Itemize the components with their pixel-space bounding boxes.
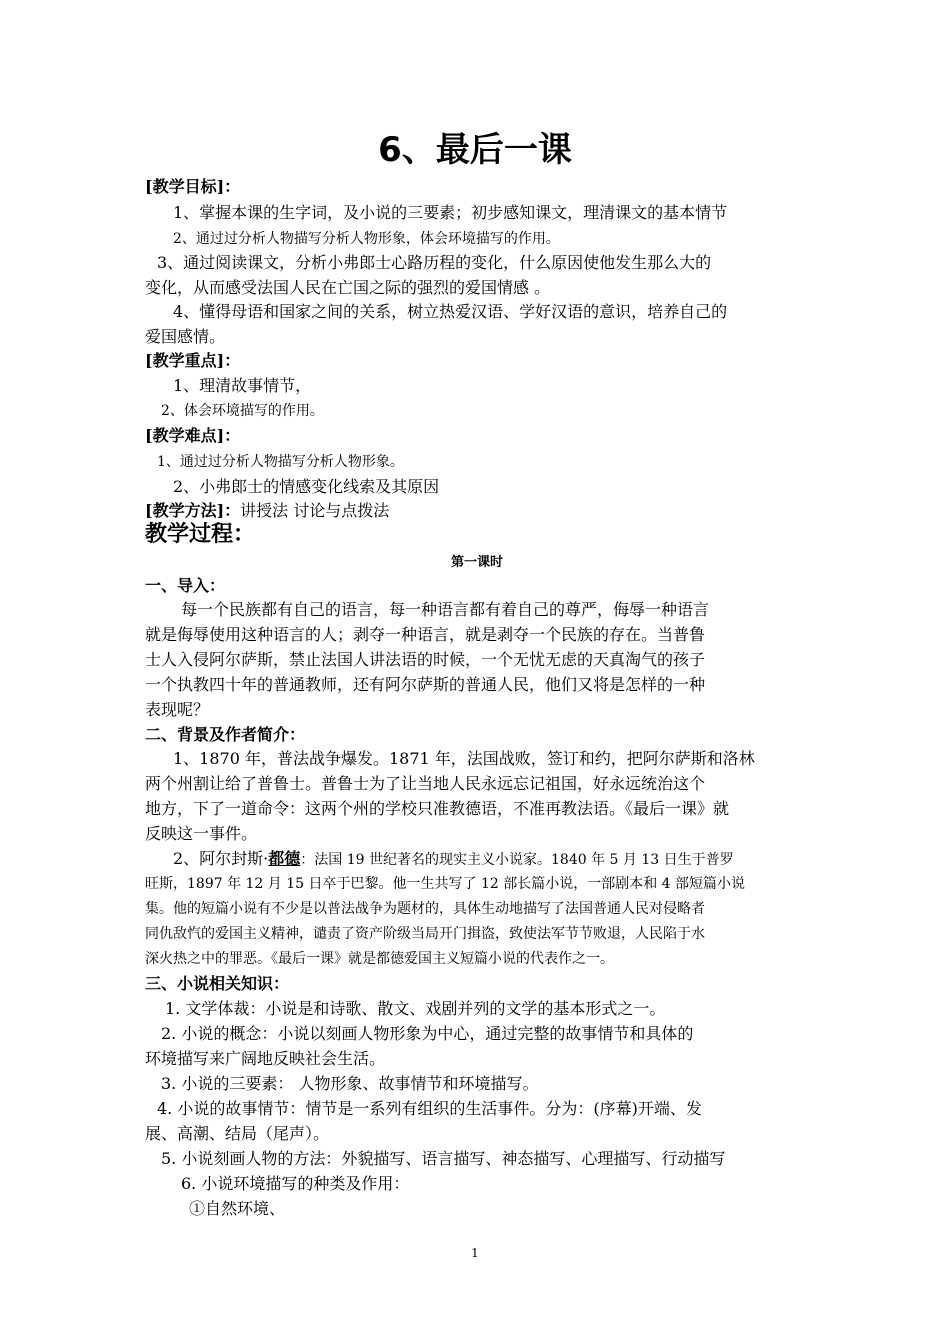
section-3-item-2-line1: 2. 小说的概念：小说以刻画人物形象为中心，通过完整的故事情节和具体的 xyxy=(161,1024,694,1043)
section-3-item-6-a: ①自然环境、 xyxy=(189,1199,286,1218)
section-1-para-line3: 士人入侵阿尔萨斯，禁止法国人讲法语的时候，一个无忧无虑的天真淘气的孩子 xyxy=(145,650,706,669)
goal-3-line2: 变化，从而感受法国人民在亡国之际的强烈的爱国情感 。 xyxy=(145,278,551,297)
section-2-a-line1: 1、1870 年，普法战争爆发。1871 年，法国战败，签订和约，把阿尔萨斯和洛林 xyxy=(173,749,755,768)
methods-text: 讲授法 讨论与点拨法 xyxy=(240,501,390,520)
key-point-1: 1、理清故事情节， xyxy=(173,376,312,395)
section-2-a-line2: 两个州割让给了普鲁士。普鲁士为了让当地人民永远忘记祖国，好永远统治这个 xyxy=(145,774,706,793)
goal-3-line1: 3、通过阅读课文，分析小弗郎士心路历程的变化，什么原因使他发生那么大的 xyxy=(157,253,712,272)
section-3-item-3: 3. 小说的三要素： 人物形象、故事情节和环境描写。 xyxy=(161,1074,539,1093)
section-2-b-line5: 深火热之中的罪恶。《最后一课》就是都德爱国主义短篇小说的代表作之一。 xyxy=(145,951,614,967)
section-2-heading: 二、背景及作者简介： xyxy=(145,725,306,744)
section-2-a-line3: 地方，下了一道命令：这两个州的学校只准教德语，不准再教法语。《最后一课》就 xyxy=(145,799,730,818)
goal-4-line2: 爱国感情。 xyxy=(145,327,226,346)
difficulty-2: 2、小弗郎士的情感变化线索及其原因 xyxy=(173,477,440,496)
section-3-item-6: 6. 小说环境描写的种类及作用： xyxy=(181,1174,410,1193)
section-2-b-line2: 旺斯，1897 年 12 月 15 日卒于巴黎。他一生共写了 12 部长篇小说，一部剧本和 4 部短篇小说 xyxy=(145,876,746,892)
section-1-heading: 一、导入： xyxy=(145,576,226,595)
key-point-2: 2、体会环境描写的作用。 xyxy=(161,403,324,419)
goal-1: 1、掌握本课的生字词，及小说的三要素；初步感知课文，理清课文的基本情节 xyxy=(173,203,728,222)
section-2-b-line4: 同仇敌忾的爱国主义精神，谴责了资产阶级当局开门揖盗，致使法军节节败退，人民陷于水 xyxy=(145,926,705,942)
difficulty-1: 1、通过过分析人物描写分析人物形象。 xyxy=(157,454,404,470)
section-2-a-line4: 反映这一事件。 xyxy=(145,824,258,843)
author-name: 都德 xyxy=(268,849,301,868)
section-1-para-line2: 就是侮辱使用这种语言的人；剥夺一种语言，就是剥夺一个民族的存在。当普鲁 xyxy=(145,625,706,644)
section-1-para-line4: 一个执教四十年的普通教师，还有阿尔萨斯的普通人民，他们又将是怎样的一种 xyxy=(145,675,706,694)
page-title: 6、最后一课 xyxy=(378,130,572,170)
author-intro: ：法国 19 世纪著名的现实主义小说家。1840 年 5 月 13 日生于普罗 xyxy=(300,852,734,868)
lesson-1-label: 第一课时 xyxy=(450,555,503,570)
difficulties-heading: [教学难点]： xyxy=(145,426,241,445)
key-points-heading: [教学重点]： xyxy=(145,351,241,370)
goal-2: 2、通过过分析人物描写分析人物形象，体会环境描写的作用。 xyxy=(173,231,560,247)
page-number: 1 xyxy=(471,1246,479,1260)
section-1-para-line1: 每一个民族都有自己的语言，每一种语言都有着自己的尊严，侮辱一种语言 xyxy=(181,600,710,619)
section-2-b-line3: 集。他的短篇小说有不少是以普法战争为题材的，具体生动地描写了法国普通人民对侵略者 xyxy=(145,901,705,917)
goals-heading: [教学目标]： xyxy=(145,177,241,196)
section-2-b-line1 xyxy=(145,846,837,873)
process-heading: 教学过程： xyxy=(145,522,256,547)
author-prefix: 2、阿尔封斯· xyxy=(173,849,269,868)
section-3-heading: 三、小说相关知识： xyxy=(145,974,290,993)
section-3-item-4-line1: 4. 小说的故事情节：情节是一系列有组织的生活事件。分为：(序幕)开端、发 xyxy=(157,1099,702,1118)
goal-4-line1: 4、懂得母语和国家之间的关系，树立热爱汉语、学好汉语的意识，培养自己的 xyxy=(173,302,728,321)
section-3-item-5: 5. 小说刻画人物的方法：外貌描写、语言描写、神态描写、心理描写、行动描写 xyxy=(161,1149,726,1168)
section-3-item-2-line2: 环境描写来广阔地反映社会生活。 xyxy=(145,1049,386,1068)
section-3-item-1: 1. 文学体裁：小说是和诗歌、散文、戏剧并列的文学的基本形式之一。 xyxy=(165,999,666,1018)
section-1-para-line5: 表现呢？ xyxy=(145,700,210,719)
methods-heading: [教学方法]： xyxy=(145,501,241,520)
section-3-item-4-line2: 展、高潮、结局（尾声）。 xyxy=(145,1124,330,1143)
